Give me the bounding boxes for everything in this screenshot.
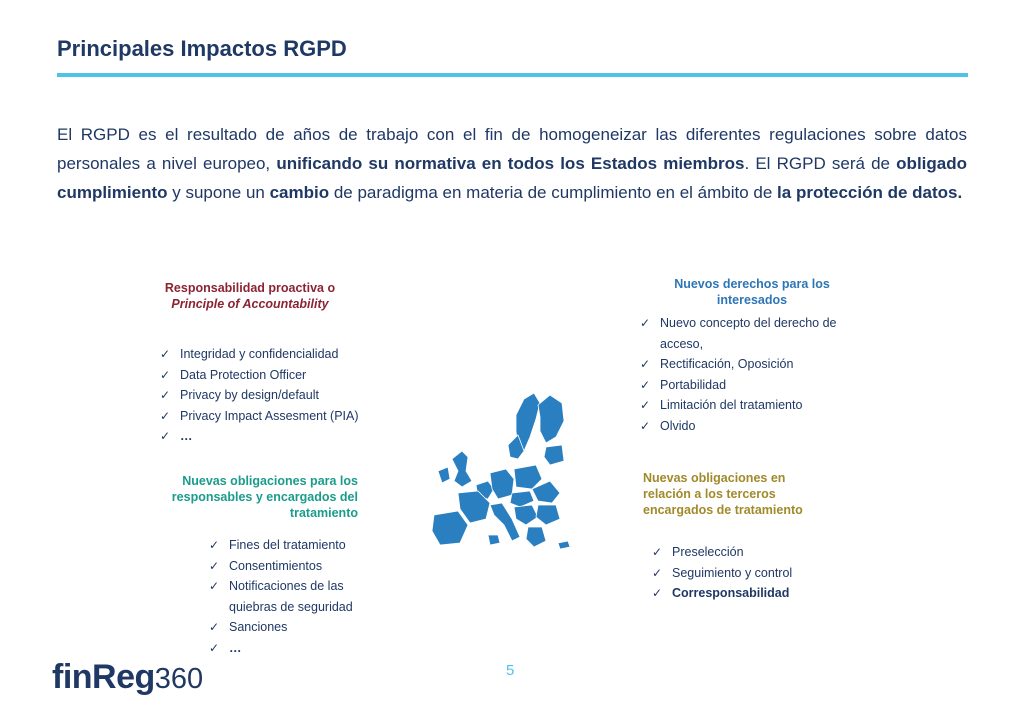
obligations-heading: Nuevas obligaciones para los responsables y encargados del tratamiento (171, 474, 358, 520)
intro-text-2: . El RGPD será de (744, 154, 897, 173)
page-title: Principales Impactos RGPD (57, 36, 347, 61)
list-item: ✓ Consentimientos (209, 556, 374, 577)
list-item: ✓ Limitación del tratamiento (640, 395, 855, 416)
intro-bold-1: unificando su normativa en todos los Estados miembros (276, 154, 745, 173)
accountability-heading (150, 280, 350, 312)
europe-map-icon (428, 385, 578, 555)
list-item: ✓ … (209, 638, 374, 659)
intro-bold-3: cambio (269, 183, 330, 202)
third-parties-heading: Nuevas obligaciones en relación a los terceros encargados de tratamiento (643, 471, 803, 517)
list-item: ✓ Fines del tratamiento (209, 535, 374, 556)
list-item: ✓ Data Protection Officer (160, 365, 390, 386)
accountability-list (160, 344, 390, 447)
third-parties-list (652, 542, 842, 604)
list-item: ✓ Portabilidad (640, 375, 855, 396)
finreg360-logo (52, 658, 203, 697)
rights-heading: Nuevos derechos para los interesados (674, 277, 830, 307)
intro-text-1: El RGPD es el resultado de años de trabajo con el fin de homogeneizar las diferentes regulaciones sobre datos personales a nivel europeo, (57, 125, 967, 173)
list-item: ✓ Nuevo concepto del derecho de acceso, (640, 313, 855, 354)
accountability-heading-line1: Responsabilidad proactiva o (164, 281, 336, 295)
list-item: ✓ Olvido (640, 416, 855, 437)
logo-fin: fin (52, 658, 93, 696)
logo-360: 360 (154, 663, 204, 695)
list-item: ✓ Preselección (652, 542, 842, 563)
rights-list (640, 313, 855, 436)
intro-bold-4: la protección de datos. (777, 183, 963, 202)
list-item: ✓ Privacy by design/default (160, 385, 390, 406)
page-number: 5 (506, 662, 515, 679)
logo-reg: Reg (92, 658, 155, 696)
list-item: ✓ Notificaciones de las quiebras de seguridad (209, 576, 374, 617)
obligations-list (209, 535, 374, 658)
list-item: ✓ Rectificación, Oposición (640, 354, 855, 375)
intro-text-4: de paradigma en materia de cumplimiento en el ámbito de (329, 183, 778, 202)
list-item: ✓ Corresponsabilidad (652, 583, 842, 604)
title-divider (57, 73, 968, 77)
list-item: ✓ … (160, 426, 390, 447)
intro-bold-2: obligado cumplimiento (57, 154, 967, 202)
list-item: ✓ Privacy Impact Assesment (PIA) (160, 406, 390, 427)
list-item: ✓ Sanciones (209, 617, 374, 638)
accountability-heading-line2: Principle of Accountability (171, 297, 329, 311)
intro-paragraph (57, 120, 967, 207)
list-item: ✓ Seguimiento y control (652, 563, 842, 584)
list-item: ✓ Integridad y confidencialidad (160, 344, 390, 365)
intro-text-3: y supone un (167, 183, 270, 202)
